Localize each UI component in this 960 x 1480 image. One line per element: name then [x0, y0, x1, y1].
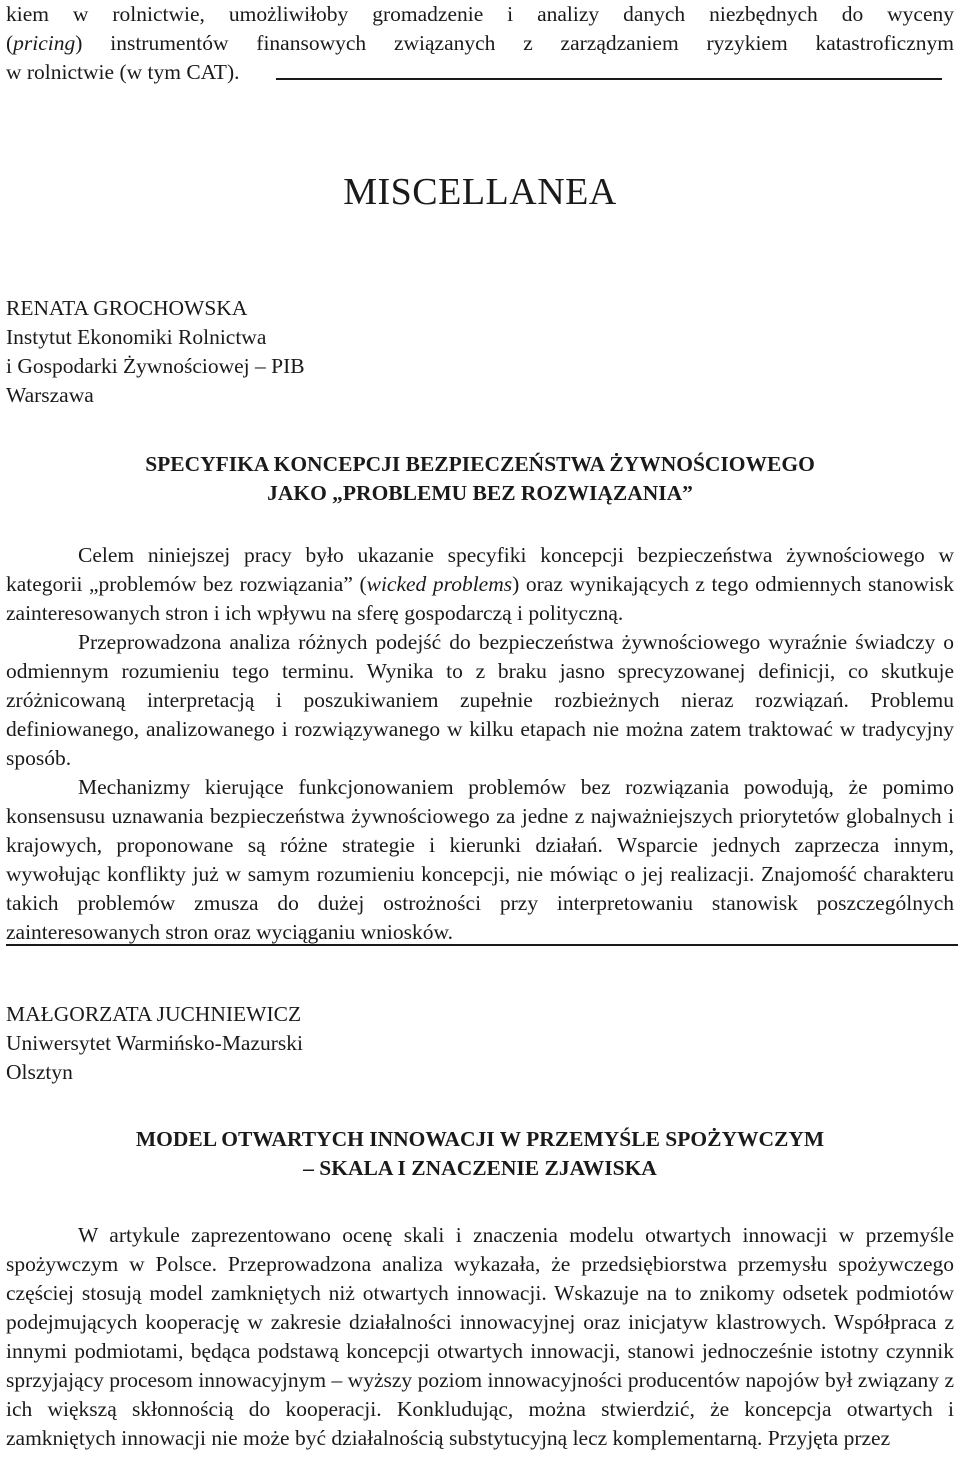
article2-title-line: – SKALA I ZNACZENIE ZJAWISKA	[303, 1156, 657, 1180]
article1-paragraph-1: Celem niniejszej pracy było ukazanie specyfiki koncepcji bezpieczeństwa żywnościowego w kategorii „problemów bez rozwiązania” (wicked problems) oraz wynikających z tego odmiennych stanowisk zainteresowanych stron i ich wpływu na sferę gospodarczą i polityczną.	[6, 543, 955, 625]
section-divider-short	[276, 78, 942, 80]
article2-paragraph-1: W artykule zaprezentowano ocenę skali i znaczenia modelu otwartych innowacji w przemyśle spożywczym w Polsce. Przeprowadzona analiza wykazała, że przedsiębiorstwa przemysłu spożywczego częściej stosują model zamkniętych niż otwartych innowacji. Wskazuje na to znikomy odsetek podmiotów podejmujących kooperację w zakresie działalności innowacyjnej oraz inicjatyw klastrowych. Współpraca z innymi podmiotami, będąca podstawą koncepcji otwartych innowacji, stanowi jednocześnie istotny czynnik sprzyjający procesom innowacyjnym – wyższy poziom innowacyjności producentów napojów był związany z ich większą skłonnością do kooperacji. Konkludując, można stwierdzić, że koncepcja otwartych i zamkniętych innowacji nie może być działalnością substytucyjną lecz komplementarną. Przyjęta przez	[6, 1223, 954, 1450]
article2-title-line: MODEL OTWARTYCH INNOWACJI W PRZEMYŚLE SPOŻYWCZYM	[135, 1127, 825, 1151]
article2-author: MAŁGORZATA JUCHNIEWICZ	[6, 1002, 302, 1026]
article1-paragraph-3: Mechanizmy kierujące funkcjonowaniem problemów bez rozwiązania powodują, że pomimo konsensusu uznawania bezpieczeństwa żywnościowego za jedne z najważniejszych priorytetów globalnych i krajowych, proponowane są różne strategie i kierunki działań. Wsparcie jednych zaprzecza innym, wywołując konflikty już w samym rozumieniu koncepcji, nie mówiąc o jej realizacji. Znajomość charakteru takich problemów zmusza do dużej ostrożności przy interpretowaniu stanowisk poszczególnych zainteresowanych stron oraz wyciąganiu wniosków.	[6, 775, 954, 944]
article1-affiliation-line: Instytut Ekonomiki Rolnictwa	[6, 325, 267, 349]
article1-affiliation-line: i Gospodarki Żywnościowej – PIB	[6, 354, 305, 378]
article2-title	[6, 1125, 954, 1183]
article1-affiliation-line: Warszawa	[6, 383, 94, 407]
article2-affiliation-line: Uniwersytet Warmińsko-Mazurski	[6, 1031, 304, 1055]
intro-line-3: w rolnictwie (w tym CAT).	[6, 60, 240, 84]
article1-title-line: JAKO „PROBLEMU BEZ ROZWIĄZANIA”	[267, 481, 693, 505]
intro-italic-term: pricing	[13, 31, 76, 55]
article2-author-block	[6, 1000, 303, 1087]
article1-paragraph-2: Przeprowadzona analiza różnych podejść do bezpieczeństwa żywnościowego wyraźnie świadczy o odmiennym rozumieniu tego terminu. Wynika to z braku jasno sprecyzowanej definicji, co skutkuje zróżnicowaną interpretacją i poszukiwaniem zupełnie rozbieżnych nieraz rozwiązań. Problemu definiowanego, analizowanego i rozwiązywanego w kilku etapach nie można zatem traktować w tradycyjny sposób.	[6, 630, 954, 770]
intro-line-2: (pricing) instrumentów finansowych związanych z zarządzaniem ryzykiem katastroficznym	[6, 31, 954, 55]
intro-paragraph	[6, 0, 954, 87]
article2-affiliation-line: Olsztyn	[6, 1060, 73, 1084]
article1-title-line: SPECYFIKA KONCEPCJI BEZPIECZEŃSTWA ŻYWNOŚCIOWEGO	[145, 452, 815, 476]
intro-line-1: kiem w rolnictwie, umożliwiłoby gromadzenie i analizy danych niezbędnych do wyceny	[6, 2, 954, 26]
article1-author: RENATA GROCHOWSKA	[6, 296, 248, 320]
section-title: MISCELLANEA	[343, 171, 617, 213]
article1-abstract	[6, 541, 954, 947]
article2-abstract	[6, 1221, 954, 1453]
article1-author-block	[6, 294, 305, 410]
article1-title	[6, 450, 954, 508]
article1-italic-term: wicked problems	[366, 572, 513, 596]
article-divider	[6, 944, 958, 946]
